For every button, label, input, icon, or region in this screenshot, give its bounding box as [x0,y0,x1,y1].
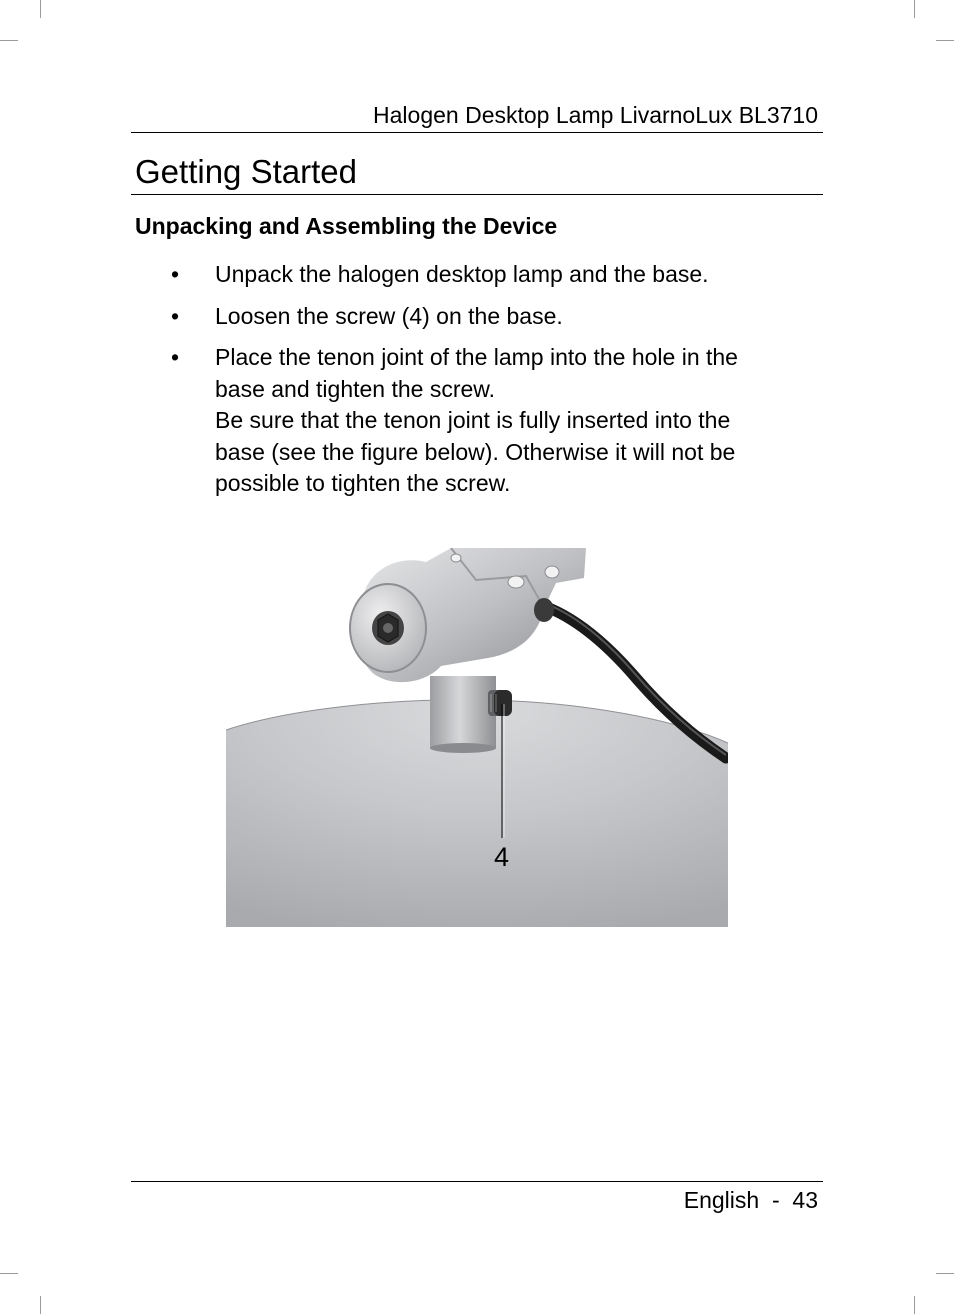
step-text: base and tighten the screw. [215,375,496,402]
crop-mark [914,1296,915,1314]
crop-mark [914,0,915,18]
subheading: Unpacking and Assembling the Device [135,213,558,239]
crop-mark [936,1273,954,1274]
step-text: Unpack the halogen desktop lamp and the base. [215,261,709,287]
step-text: Place the tenon joint of the lamp into the hole in the [215,344,738,370]
crop-mark [0,40,18,41]
step-note: Be sure that the tenon joint is fully inserted into the [215,407,731,433]
crop-mark [936,40,954,41]
assembly-steps-list [0,259,954,510]
header-rule [131,132,823,133]
list-item [0,301,805,333]
section-title: Getting Started [135,153,357,190]
section-rule [131,194,823,195]
step-note: base (see the figure below). Otherwise it will not be [215,438,736,465]
step-text: Loosen the screw (4) on the base. [215,302,563,329]
list-item [0,259,805,291]
bullet: • [170,302,180,329]
crop-mark [40,0,41,18]
step-note: possible to tighten the screw. [215,470,511,496]
list-item [0,342,805,500]
bullet: • [170,344,180,370]
crop-mark [0,1273,18,1274]
lamp-base-figure [226,548,728,927]
crop-mark [40,1296,41,1314]
lamp-base-photo [226,548,728,927]
footer-rule [131,1181,823,1182]
page-number-label: English - 43 [683,1187,818,1213]
callout-label-screw: 4 [494,842,510,872]
bullet: • [170,261,180,287]
running-header-title: Halogen Desktop Lamp LivarnoLux BL3710 [373,102,818,128]
